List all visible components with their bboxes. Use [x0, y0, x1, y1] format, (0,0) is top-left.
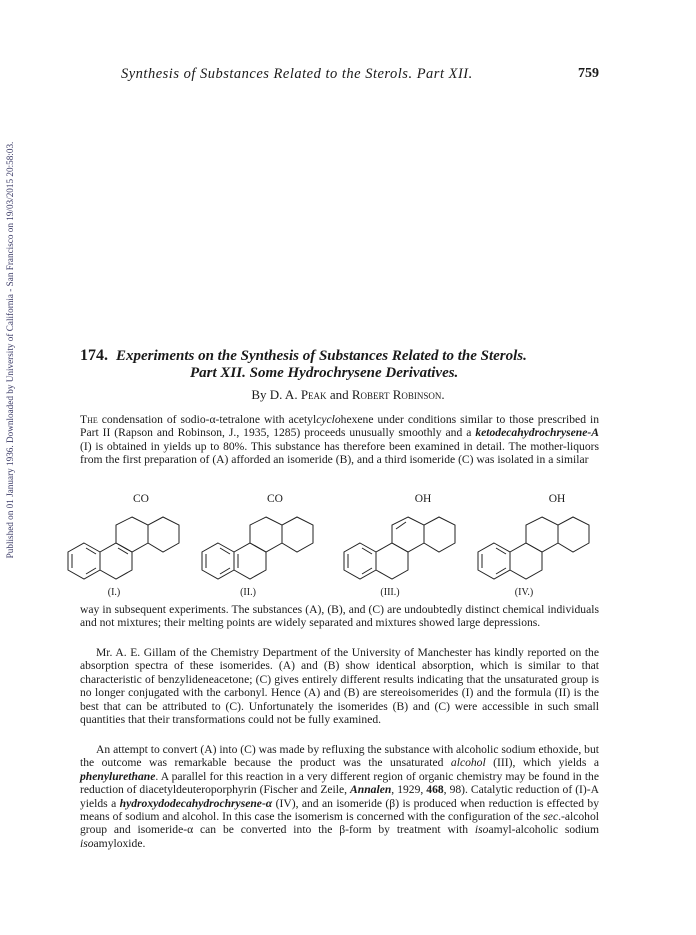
compound-name: ketodecahydrochrysene-A — [475, 426, 599, 440]
formula-II-group: CO — [267, 493, 283, 505]
byline — [0, 387, 696, 403]
article-title-line2: Part XII. Some Hydrochrysene Derivatives. — [190, 365, 459, 381]
article-title — [80, 347, 620, 382]
formula-I-rings — [78, 505, 200, 587]
page-number: 759 — [578, 66, 599, 81]
formula-III — [346, 493, 468, 601]
formula-II — [212, 493, 334, 601]
formula-II-rings — [212, 505, 334, 587]
paragraph-1-lead: The — [80, 413, 98, 426]
formula-I-label: (I.) — [107, 587, 121, 598]
download-notice — [0, 90, 20, 610]
formula-IV-label: (IV.) — [514, 587, 534, 598]
formula-II-label: (II.) — [240, 587, 256, 598]
formula-I — [78, 493, 200, 601]
running-head — [121, 66, 599, 86]
structural-formulae — [78, 493, 602, 601]
download-notice-text: Published on 01 January 1936. Downloaded by University of California - San Francisco on 19/03/2015 20:58:03. — [5, 141, 15, 559]
paragraph-2: way in subsequent experiments. The substances (A), (B), and (C) are undoubtedly distinct chemical individuals and not mixtures; their melting points are widely separated and mixtures showed large depressions. — [80, 603, 599, 630]
formula-III-group: OH — [414, 493, 432, 505]
running-head-title: Synthesis of Substances Related to the Sterols. Part XII. — [121, 66, 473, 82]
formula-IV — [480, 493, 602, 601]
paragraph-4: An attempt to convert (A) into (C) was made by refluxing the substance with alcoholic sodium ethoxide, but the outcome was remarkable because the product was the unsaturated alcohol (III), which yields a phenylurethane. A parallel for this reaction in a very different region of organic chemistry may be found in the reduction of diacetyldeuteroporphyrin (Fischer and Zeile, Annalen, 1929, 468, 98). Catalytic reduction of (I)-A yields a hydroxydodecahydrochrysene-α (IV), and an isomeride (β) is produced when reduction is effected by means of sodium and alcohol. In this case the isomerism is concerned with the configuration of the sec.-alcohol group and isomeride-α can be converted into the β-form by treatment with isoamyl-alcoholic sodium isoamyloxide. — [80, 743, 600, 850]
formula-III-label: (III.) — [380, 587, 400, 598]
author-2: Robert Robinson. — [351, 387, 445, 402]
formula-I-group: CO — [133, 493, 149, 505]
byline-and: and — [329, 387, 349, 402]
article-title-text1: Experiments on the Synthesis of Substances Related to the Sterols. — [116, 348, 527, 364]
formula-IV-rings — [480, 505, 602, 587]
paragraph-3: Mr. A. E. Gillam of the Chemistry Department of the University of Manchester has kindly reported on the absorption spectra of these isomerides. (A) and (B) show identical absorption, which is similar to that characteristic of benzylideneacetone; (C) gives entirely different results indicating that the unsaturated group is no longer conjugated with the carbonyl. Hence (A) and (B) are stereoisomerides (I) and the formula (II) is the best that can be attributed to (C). Unfortunately the isomerides (B) and (C) were accessible in such small quantities that their transformations could not be fully examined. — [80, 646, 599, 727]
article-number: 174. — [80, 347, 108, 364]
author-1: D. A. Peak — [269, 387, 327, 402]
byline-by: By — [251, 387, 267, 402]
paragraph-1: The condensation of sodio-α-tetralone with acetylcyclohexene under conditions similar to those prescribed in Part II (Rapson and Robinson, J., 1935, 1285) proceeds unusually smoothly and a ketodecahydrochrysene-A (I) is obtained in yields up to 80%. This substance has therefore been examined in detail. The mother-liquors from the first preparation of (A) afforded an isomeride (B), and a third isomeride (C) was isolated in a similar — [80, 413, 599, 467]
article-title-line1 — [80, 347, 620, 365]
formula-IV-group: OH — [548, 493, 566, 505]
formula-III-rings — [346, 505, 468, 587]
